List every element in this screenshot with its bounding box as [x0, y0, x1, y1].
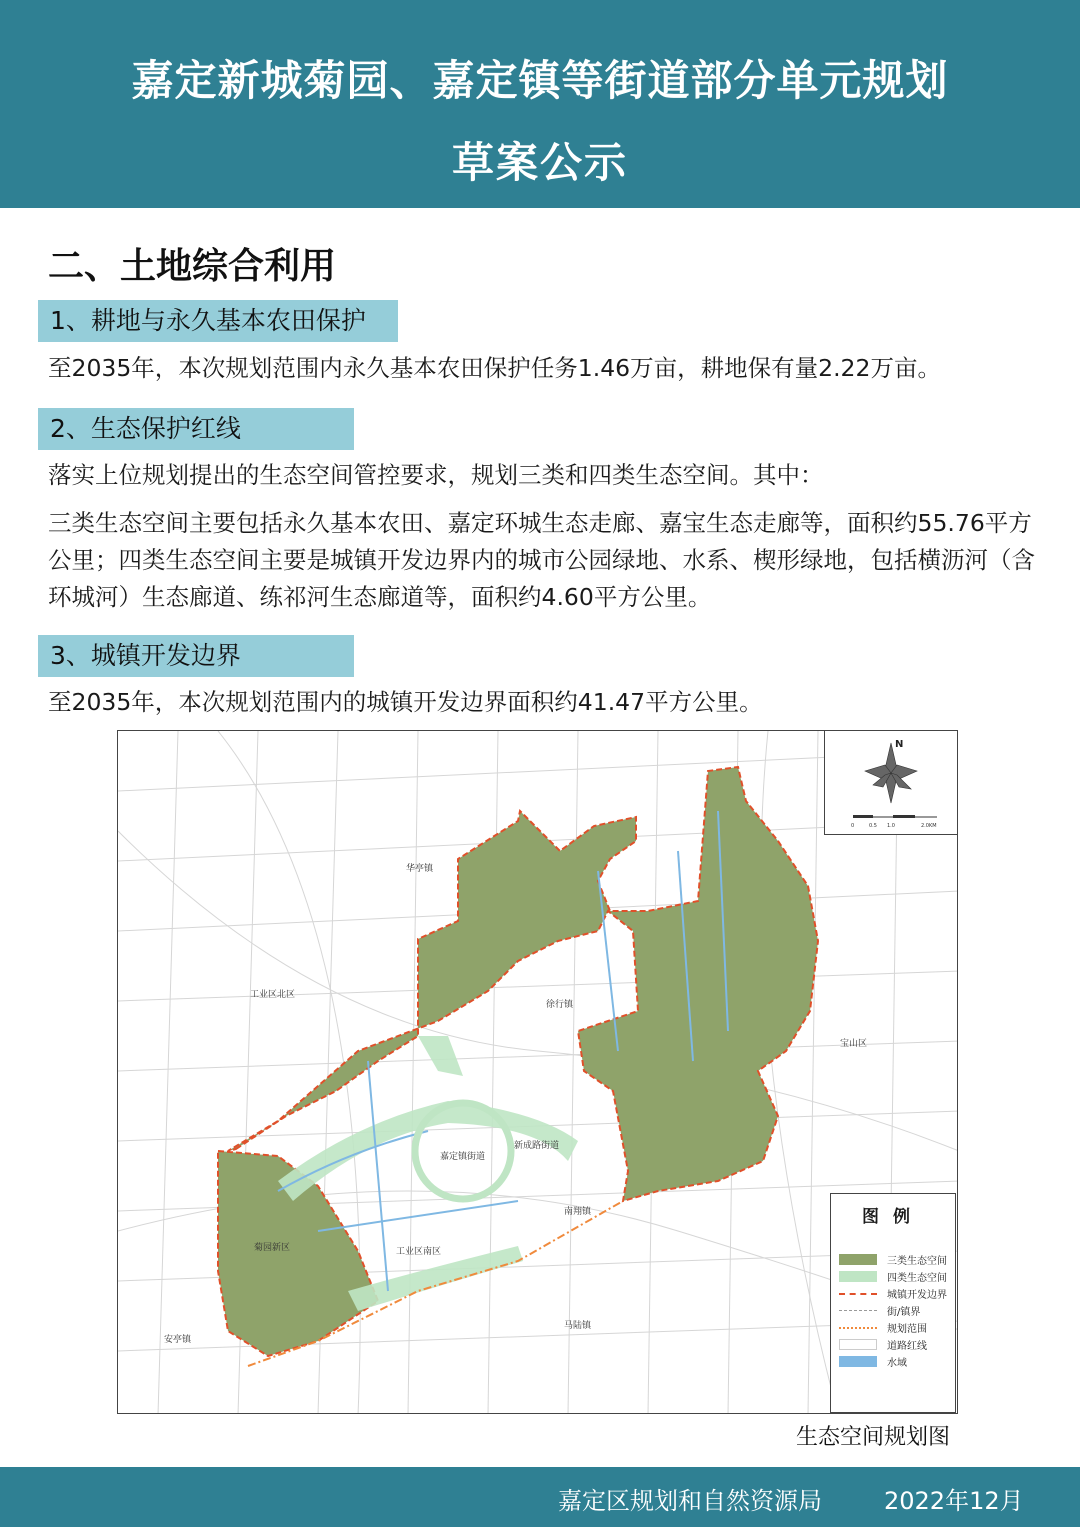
compass-north-label: N [895, 739, 904, 750]
subheading-urban-boundary: 3、城镇开发边界 [38, 635, 354, 677]
legend-label: 四类生态空间 [887, 1273, 947, 1284]
svg-text:0: 0 [851, 823, 855, 829]
header-banner [0, 0, 1080, 208]
label-gongye-south: 工业区南区 [396, 1247, 442, 1257]
legend-label: 道路红线 [887, 1341, 927, 1352]
footer-bar [0, 1467, 1080, 1527]
legend-item [839, 1354, 955, 1368]
legend-swatch-water [839, 1356, 877, 1367]
paragraph-ecology-detail: 三类生态空间主要包括永久基本农田、嘉定环城生态走廊、嘉宝生态走廊等，面积约55.76平方公里；四类生态空间主要是城镇开发边界内的城市公园绿地、水系、楔形绿地，包括横沥河（含环城河）生态廊道、练祁河生态廊道等，面积约4.60平方公里。 [48, 509, 1035, 611]
svg-text:2.0KM: 2.0KM [921, 823, 937, 829]
legend-item [839, 1303, 955, 1317]
legend-item [839, 1320, 955, 1334]
compass-panel [824, 731, 958, 835]
legend-swatch-urban-boundary [839, 1293, 877, 1295]
legend-label: 水域 [887, 1358, 907, 1369]
label-baoshan: 宝山区 [840, 1039, 868, 1049]
compass-rose-icon [825, 731, 957, 833]
svg-text:1.0: 1.0 [887, 823, 895, 829]
section-title: 二、土地综合利用 [48, 246, 337, 287]
legend-item [839, 1269, 955, 1283]
map-legend [830, 1193, 956, 1413]
legend-swatch-road [839, 1339, 877, 1350]
legend-swatch-eco3 [839, 1254, 877, 1265]
legend-swatch-district-boundary [839, 1310, 877, 1311]
map-caption: 生态空间规划图 [796, 1425, 951, 1450]
label-nanxiang: 南翔镇 [564, 1207, 592, 1217]
paragraph-ecology-intro: 落实上位规划提出的生态空间管控要求，规划三类和四类生态空间。其中： [48, 461, 824, 489]
legend-item [839, 1337, 955, 1351]
eco3-space [218, 767, 818, 1356]
legend-label: 城镇开发边界 [887, 1290, 947, 1301]
legend-item [839, 1286, 955, 1300]
paragraph-farmland: 至2035年，本次规划范围内永久基本农田保护任务1.46万亩，耕地保有量2.22万亩。 [48, 354, 941, 382]
legend-swatch-plan-scope [839, 1327, 877, 1329]
legend-swatch-eco4 [839, 1271, 877, 1282]
label-jiading-town: 嘉定镇街道 [440, 1152, 486, 1162]
paragraph-urban-boundary: 至2035年，本次规划范围内的城镇开发边界面积约41.47平方公里。 [48, 688, 763, 716]
legend-item [839, 1252, 955, 1266]
label-juyuan: 菊园新区 [254, 1243, 291, 1253]
legend-label: 三类生态空间 [887, 1256, 947, 1267]
legend-title: 图例 [862, 1207, 924, 1227]
page-title-line2: 草案公示 [451, 138, 628, 187]
footer-date: 2022年12月 [884, 1487, 1024, 1515]
page-title-line1: 嘉定新城菊园、嘉定镇等街道部分单元规划 [131, 56, 949, 105]
label-xuhang: 徐行镇 [546, 1000, 574, 1010]
subheading-farmland: 1、耕地与永久基本农田保护 [38, 300, 398, 342]
label-malu: 马陆镇 [564, 1321, 592, 1331]
ecological-space-map [117, 730, 958, 1414]
label-huating: 华亭镇 [406, 864, 434, 874]
label-xinchenglu: 新成路街道 [514, 1141, 560, 1151]
legend-label: 规划范围 [887, 1324, 927, 1335]
label-anting: 安亭镇 [164, 1335, 192, 1345]
subheading-ecology: 2、生态保护红线 [38, 408, 354, 450]
svg-text:0.5: 0.5 [869, 823, 877, 829]
legend-label: 街/镇界 [887, 1307, 921, 1318]
footer-org: 嘉定区规划和自然资源局 [558, 1487, 822, 1515]
label-gongye-north: 工业区北区 [250, 990, 296, 1000]
